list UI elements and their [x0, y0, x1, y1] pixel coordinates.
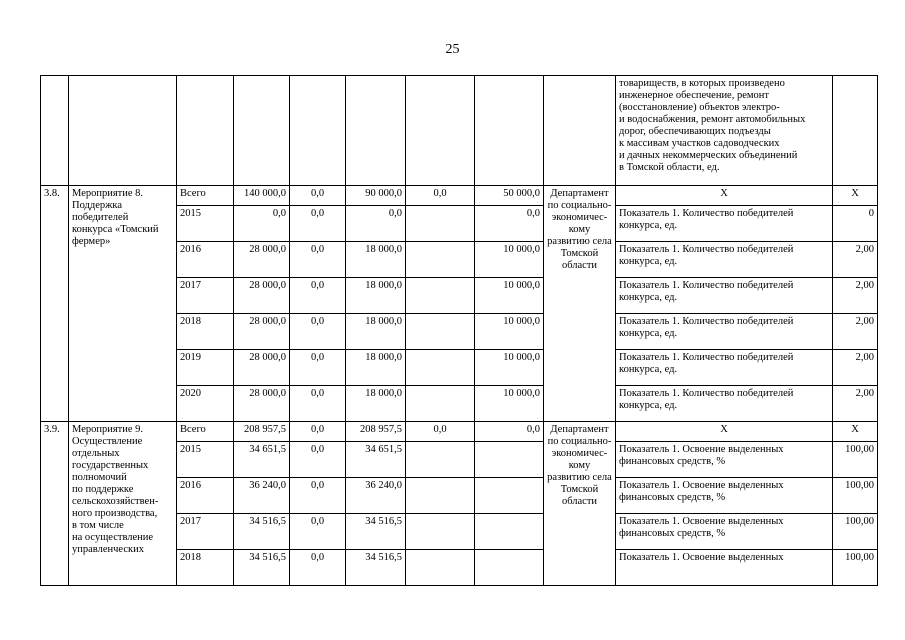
indicator-value: 2,00 [833, 314, 878, 350]
text-line: полномочий [72, 472, 127, 483]
regional-cell: 18 000,0 [346, 314, 406, 350]
empty-cell [234, 76, 290, 186]
total-cell: 0,0 [234, 206, 290, 242]
federal-cell: 0,0 [290, 442, 346, 478]
empty-cell [41, 76, 69, 186]
text-line: инженерное обеспечение, ремонт [619, 90, 769, 101]
empty-cell [69, 76, 177, 186]
extra-cell: 10 000,0 [475, 386, 544, 422]
year-cell: 2018 [177, 550, 234, 586]
continuation-row [41, 76, 878, 186]
indicator-value: 100,00 [833, 514, 878, 550]
table-row [41, 422, 878, 442]
text-line: кому [568, 224, 591, 235]
indicator-cell: Показатель 1. Освоение выделенных финансовых средств, % [616, 442, 833, 478]
federal-cell: 0,0 [290, 278, 346, 314]
text-line: области [561, 260, 598, 271]
indicator-cell: Показатель 1. Количество победителей конкурса, ед. [616, 278, 833, 314]
indicator-cell [616, 76, 833, 186]
year-cell: 2017 [177, 278, 234, 314]
year-cell: 2018 [177, 314, 234, 350]
year-cell: 2015 [177, 206, 234, 242]
section-code: 3.9. [41, 422, 69, 586]
year-cell: 2016 [177, 478, 234, 514]
regional-cell: 34 516,5 [346, 550, 406, 586]
text-line: победителей [72, 212, 129, 223]
indicator-value: 2,00 [833, 242, 878, 278]
text-line: кому [568, 460, 591, 471]
total-cell: 34 651,5 [234, 442, 290, 478]
text-line: конкурса «Томский [72, 224, 159, 235]
federal-cell: 0,0 [290, 422, 346, 442]
extra-cell: 10 000,0 [475, 242, 544, 278]
total-cell: 34 516,5 [234, 550, 290, 586]
program-table [40, 75, 878, 586]
indicator-cell: Показатель 1. Количество победителей конкурса, ед. [616, 350, 833, 386]
indicator-value: 100,00 [833, 478, 878, 514]
indicator-cell: X [616, 186, 833, 206]
text-line: дорог, обеспечивающих подъезды [619, 126, 771, 137]
federal-cell: 0,0 [290, 550, 346, 586]
text-line: развитию села [547, 236, 612, 247]
indicator-cell: Показатель 1. Освоение выделенных [616, 550, 833, 586]
total-cell: 28 000,0 [234, 278, 290, 314]
empty-cell [406, 76, 475, 186]
local-cell [406, 514, 475, 550]
local-cell [406, 206, 475, 242]
empty-cell [177, 76, 234, 186]
extra-cell: 10 000,0 [475, 314, 544, 350]
text-line: Мероприятие 9. [72, 424, 144, 435]
regional-cell: 208 957,5 [346, 422, 406, 442]
text-line: управленческих [72, 544, 144, 555]
indicator-value: X [833, 186, 878, 206]
federal-cell: 0,0 [290, 206, 346, 242]
local-cell [406, 442, 475, 478]
text-line: на осуществление [72, 532, 154, 543]
indicator-value: 100,00 [833, 550, 878, 586]
indicator-cell: Показатель 1. Количество победителей конкурса, ед. [616, 242, 833, 278]
indicator-value: 2,00 [833, 386, 878, 422]
total-cell: 28 000,0 [234, 350, 290, 386]
empty-cell [544, 76, 616, 186]
text-line: по поддержке [72, 484, 134, 495]
extra-cell: 10 000,0 [475, 350, 544, 386]
year-cell: 2016 [177, 242, 234, 278]
total-cell: 36 240,0 [234, 478, 290, 514]
text-line: фермер» [72, 236, 111, 247]
text-line: экономичес- [551, 448, 608, 459]
regional-cell: 0,0 [346, 206, 406, 242]
indicator-cell: Показатель 1. Освоение выделенных финансовых средств, % [616, 514, 833, 550]
total-cell: 140 000,0 [234, 186, 290, 206]
table-row [41, 186, 878, 206]
text-line: Поддержка [72, 200, 122, 211]
text-line: развитию села [547, 472, 612, 483]
indicator-value: X [833, 422, 878, 442]
page-number: 25 [445, 42, 460, 57]
year-cell: 2019 [177, 350, 234, 386]
indicator-cell: Показатель 1. Освоение выделенных финансовых средств, % [616, 478, 833, 514]
federal-cell: 0,0 [290, 242, 346, 278]
local-cell: 0,0 [406, 186, 475, 206]
year-cell: 2017 [177, 514, 234, 550]
indicator-value: 100,00 [833, 442, 878, 478]
indicator-value: 2,00 [833, 350, 878, 386]
year-cell: 2020 [177, 386, 234, 422]
section-code: 3.8. [41, 186, 69, 422]
empty-cell [833, 76, 878, 186]
local-cell [406, 550, 475, 586]
text-line: Осуществление [72, 436, 143, 447]
regional-cell: 36 240,0 [346, 478, 406, 514]
extra-cell: 0,0 [475, 422, 544, 442]
department-cell [544, 186, 616, 422]
extra-cell [475, 442, 544, 478]
regional-cell: 18 000,0 [346, 350, 406, 386]
year-cell: Всего [177, 186, 234, 206]
year-cell: 2015 [177, 442, 234, 478]
text-line: ного производства, [72, 508, 158, 519]
year-cell: Всего [177, 422, 234, 442]
local-cell [406, 314, 475, 350]
local-cell: 0,0 [406, 422, 475, 442]
text-line: в Томской области, ед. [619, 162, 720, 173]
extra-cell: 10 000,0 [475, 278, 544, 314]
text-line: области [561, 496, 598, 507]
local-cell [406, 386, 475, 422]
text-line: и дачных некоммерческих объединений [619, 150, 798, 161]
regional-cell: 34 516,5 [346, 514, 406, 550]
text-line: сельскохозяйствен- [72, 496, 159, 507]
empty-cell [346, 76, 406, 186]
text-line: по социально- [547, 200, 612, 211]
text-line: Департамент [550, 188, 609, 199]
empty-cell [290, 76, 346, 186]
regional-cell: 18 000,0 [346, 278, 406, 314]
extra-cell: 0,0 [475, 206, 544, 242]
federal-cell: 0,0 [290, 350, 346, 386]
text-line: государственных [72, 460, 149, 471]
activity-name [69, 186, 177, 422]
indicator-cell: Показатель 1. Количество победителей конкурса, ед. [616, 314, 833, 350]
text-line: и водоснабжения, ремонт автомобильных [619, 114, 806, 125]
text-line: экономичес- [551, 212, 608, 223]
text-line: Томской [560, 248, 599, 259]
activity-name [69, 422, 177, 586]
federal-cell: 0,0 [290, 478, 346, 514]
indicator-cell: Показатель 1. Количество победителей конкурса, ед. [616, 386, 833, 422]
local-cell [406, 350, 475, 386]
text-line: Мероприятие 8. [72, 188, 144, 199]
federal-cell: 0,0 [290, 514, 346, 550]
total-cell: 208 957,5 [234, 422, 290, 442]
federal-cell: 0,0 [290, 386, 346, 422]
total-cell: 28 000,0 [234, 314, 290, 350]
text-line: Департамент [550, 424, 609, 435]
regional-cell: 18 000,0 [346, 386, 406, 422]
regional-cell: 18 000,0 [346, 242, 406, 278]
text-line: по социально- [547, 436, 612, 447]
local-cell [406, 278, 475, 314]
federal-cell: 0,0 [290, 186, 346, 206]
indicator-value: 2,00 [833, 278, 878, 314]
indicator-cell: X [616, 422, 833, 442]
regional-cell: 34 651,5 [346, 442, 406, 478]
total-cell: 34 516,5 [234, 514, 290, 550]
indicator-value: 0 [833, 206, 878, 242]
empty-cell [475, 76, 544, 186]
federal-cell: 0,0 [290, 314, 346, 350]
department-cell [544, 422, 616, 586]
text-line: Томской [560, 484, 599, 495]
extra-cell [475, 550, 544, 586]
local-cell [406, 478, 475, 514]
text-line: отдельных [72, 448, 120, 459]
indicator-cell: Показатель 1. Количество победителей конкурса, ед. [616, 206, 833, 242]
total-cell: 28 000,0 [234, 242, 290, 278]
text-line: товариществ, в которых произведено [619, 78, 785, 89]
regional-cell: 90 000,0 [346, 186, 406, 206]
text-line: (восстановление) объектов электро- [619, 102, 780, 113]
total-cell: 28 000,0 [234, 386, 290, 422]
extra-cell [475, 478, 544, 514]
extra-cell: 50 000,0 [475, 186, 544, 206]
local-cell [406, 242, 475, 278]
text-line: к массивам участков садоводческих [619, 138, 780, 149]
text-line: в том числе [72, 520, 124, 531]
extra-cell [475, 514, 544, 550]
